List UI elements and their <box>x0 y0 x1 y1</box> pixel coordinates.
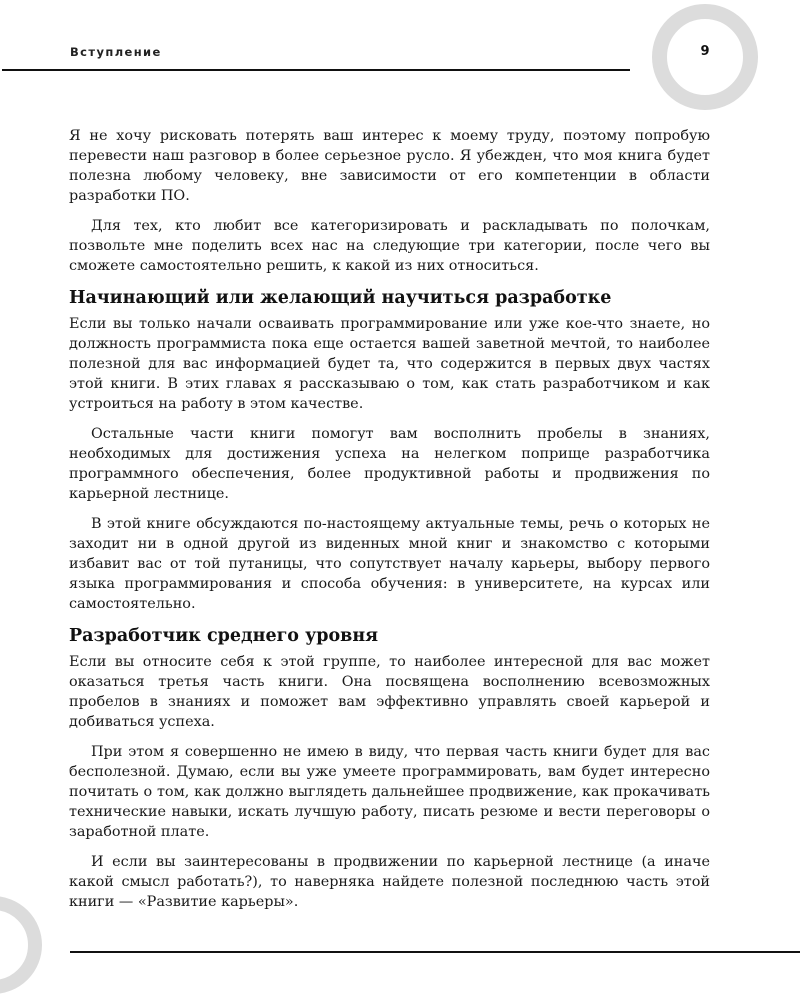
page-number: 9 <box>700 44 710 59</box>
intro-paragraph-1: Я не хочу рисковать потерять ваш интерес к моему труду, поэтому попробую перевести наш разговор в более серьезное русло. Я убежден, что моя книга будет полезна любому человеку, вне зависимости от его компетенции в области разработки ПО. <box>69 128 710 204</box>
decorative-ring-bottom <box>0 896 42 994</box>
beginner-paragraph-1: Если вы только начали осваивать программирование или уже кое-что знаете, но должность программиста пока еще остается вашей заветной мечтой, то наиболее полезной для вас информацией будет та, что содержится в первых двух частях этой книги. В этих главах я рассказываю о том, как стать разработчиком и как устроиться на работу в этом качестве. <box>69 316 710 412</box>
footer-rule <box>70 951 800 953</box>
section-heading-middle: Разработчик среднего уровня <box>69 626 379 646</box>
page-body <box>69 126 710 922</box>
beginner-paragraph-2: Остальные части книги помогут вам восполнить пробелы в знаниях, необходимых для достижения успеха на нелегком поприще разработчика программного обеспечения, более продуктивной работы и продвижения по карьерной лестнице. <box>69 426 710 502</box>
header-rule <box>2 69 630 71</box>
middle-paragraph-2: При этом я совершенно не имею в виду, что первая часть книги будет для вас бесполезной. Думаю, если вы уже умеете программировать, вам будет интересно почитать о том, как должно выглядеть дальнейшее продвижение, как прокачивать технические навыки, искать лучшую работу, писать резюме и вести переговоры о заработной плате. <box>69 744 710 840</box>
running-title: Вступление <box>70 45 162 59</box>
beginner-paragraph-3: В этой книге обсуждаются по-настоящему актуальные темы, речь о которых не заходит ни в одной другой из виденных мной книг и знакомство с которыми избавит вас от той путаницы, что сопутствует началу карьеры, выбору первого языка программирования и способа обучения: в университете, на курсах или самостоятельно. <box>69 516 710 612</box>
intro-paragraph-2: Для тех, кто любит все категоризировать и раскладывать по полочкам, позвольте мне поделить всех нас на следующие три категории, после чего вы сможете самостоятельно решить, к какой из них относиться. <box>69 218 710 274</box>
section-heading-beginner: Начинающий или желающий научиться разработке <box>69 288 612 308</box>
middle-paragraph-3: И если вы заинтересованы в продвижении по карьерной лестнице (а иначе какой смысл работать?), то наверняка найдете полезной последнюю часть этой книги — «Развитие карьеры». <box>69 854 710 910</box>
middle-paragraph-1: Если вы относите себя к этой группе, то наиболее интересной для вас может оказаться третья часть книги. Она посвящена восполнению всевозможных пробелов в знаниях и поможет вам эффективно управлять своей карьерой и добиваться успеха. <box>69 654 710 730</box>
